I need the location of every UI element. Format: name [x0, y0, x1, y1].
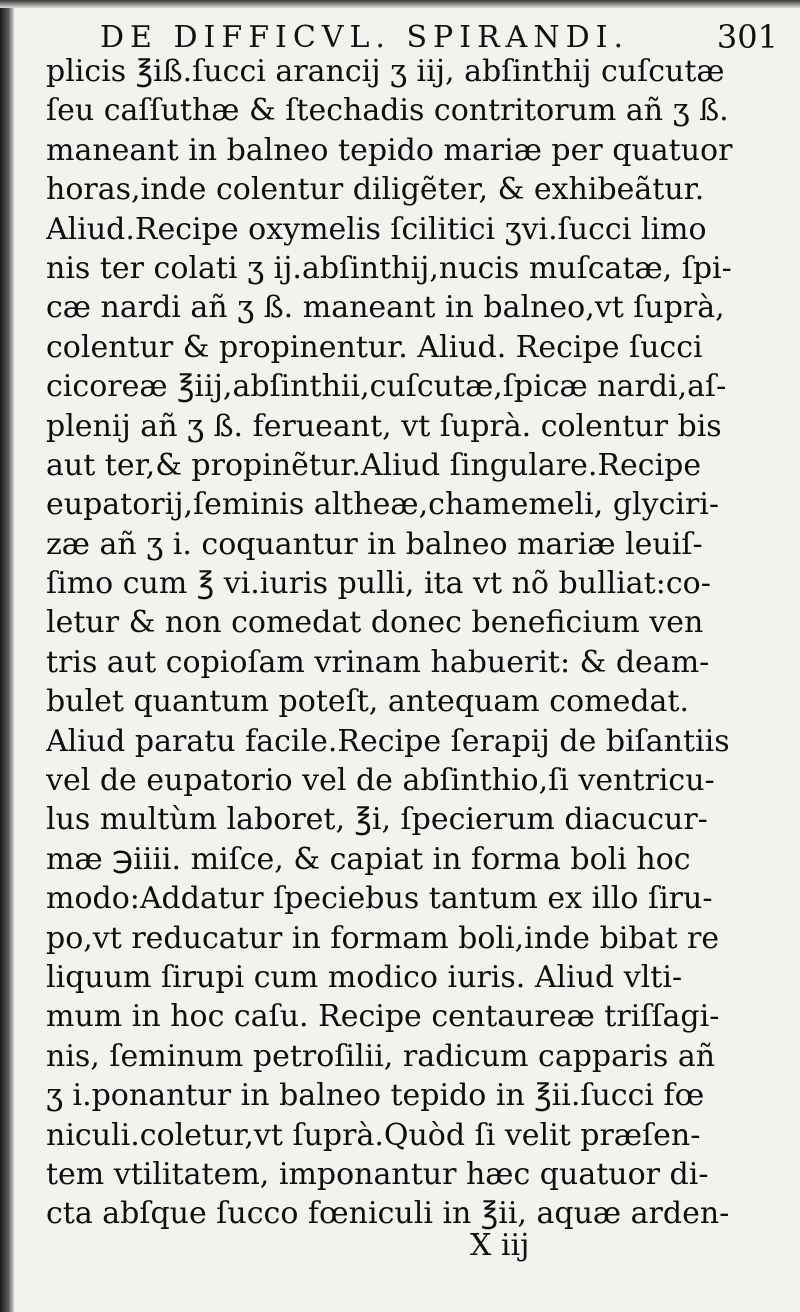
text-line: niculi.coletur,vt ſuprà.Quòd ſi velit præſen-: [46, 1117, 701, 1153]
text-line: modo:Addatur ſpeciebus tantum ex illo ſiru-: [46, 881, 713, 917]
page-top-shadow: [0, 0, 800, 8]
text-line: plenij añ ʒ ß. ferueant, vt ſuprà. colentur bis: [46, 408, 722, 444]
text-line: lus multùm laboret, ℥i, ſpecierum diacucur-: [46, 802, 708, 838]
body-text: [46, 52, 776, 1234]
text-line: mum in hoc caſu. Recipe centaureæ triſſagi-: [46, 999, 720, 1035]
text-line: ſeu caſſuthæ & ſtechadis contritorum añ ʒ ß.: [46, 93, 729, 129]
text-line: cæ nardi añ ʒ ß. maneant in balneo,vt ſuprà,: [46, 290, 725, 326]
text-line: bulet quantum poteſt, antequam comedat.: [46, 684, 690, 720]
text-line: aut ter,& propinẽtur.Aliud ſingulare.Recipe: [46, 447, 702, 483]
text-line: cicoreæ ℥iij,abſinthii,cuſcutæ,ſpicæ nardi,aſ-: [46, 369, 727, 405]
text-line: cta abſque ſucco fœniculi in ℥ii, aquæ arden-: [46, 1196, 730, 1232]
text-line: mæ ℈iiii. miſce, & capiat in forma boli hoc: [46, 841, 691, 877]
text-line: Aliud paratu facile.Recipe ſerapij de biſantiis: [46, 723, 730, 759]
text-line: ʒ i.ponantur in balneo tepido in ℥ii.ſucci fœ: [46, 1078, 705, 1114]
text-line: eupatorij,ſeminis altheæ,chamemeli, glyciri-: [46, 487, 720, 523]
text-line: ſimo cum ℥ vi.iuris pulli, ita vt nõ bulliat:co-: [46, 566, 711, 602]
text-line: maneant in balneo tepido mariæ per quatuor: [46, 132, 733, 168]
text-line: nis ter colati ʒ ij.abſinthij,nucis muſcatæ, ſpi-: [46, 250, 732, 286]
text-line: nis, ſeminum petroſilii, radicum capparis añ: [46, 1038, 716, 1074]
text-line: tris aut copioſam vrinam habuerit: & deam-: [46, 644, 710, 680]
page-number: 301: [716, 18, 778, 56]
text-line: horas,inde colentur diligẽter, & exhibeãtur.: [46, 172, 705, 208]
text-line: po,vt reducatur in formam boli,inde bibat re: [46, 920, 720, 956]
signature-mark: X iij: [470, 1228, 530, 1263]
text-line: vel de eupatorio vel de abſinthio,ſi ventricu-: [46, 763, 715, 799]
text-line: letur & non comedat donec beneficium ven: [46, 605, 704, 641]
text-line: zæ añ ʒ i. coquantur in balneo mariæ leuiſ-: [46, 526, 703, 562]
text-line: tem vtilitatem, imponantur hæc quatuor di-: [46, 1156, 709, 1192]
page-gutter-shadow: [0, 0, 14, 1312]
text-line: liquum ſirupi cum modico iuris. Aliud vlti-: [46, 959, 683, 995]
text-line: colentur & propinentur. Aliud. Recipe ſucci: [46, 329, 703, 365]
text-line: Aliud.Recipe oxymelis ſcilitici ʒvi.ſucci limo: [46, 211, 707, 247]
running-head: DE DIFFICVL. SPIRANDI.: [100, 20, 630, 55]
text-line: plicis ℥iß.ſucci arancij ʒ iij, abſinthij cuſcutæ: [46, 54, 725, 89]
